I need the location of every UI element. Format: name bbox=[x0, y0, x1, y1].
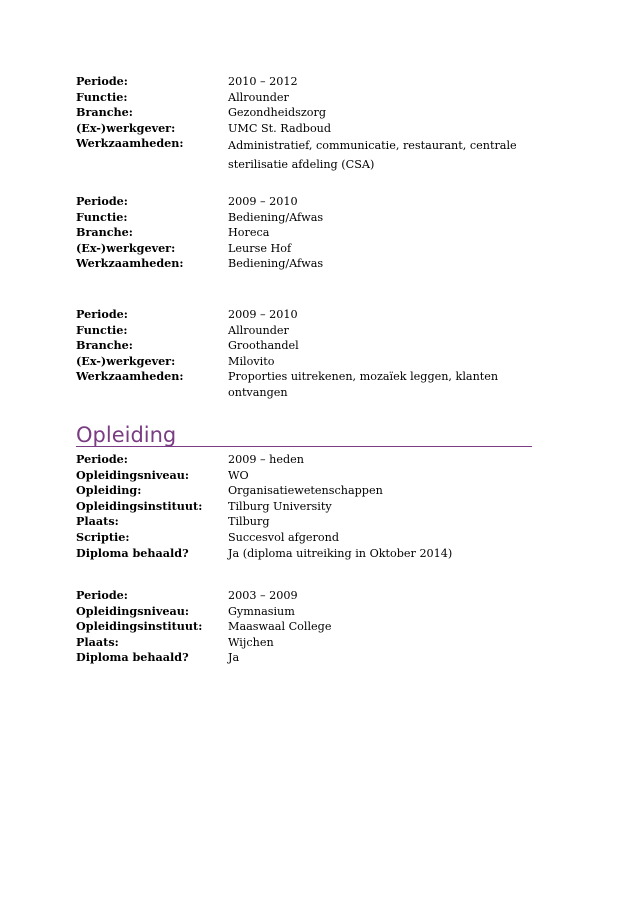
field-label: Functie: bbox=[76, 209, 128, 224]
field-value: Tilburg University bbox=[228, 499, 332, 513]
field-label: Branche: bbox=[76, 338, 133, 353]
field-value: Ja (diploma uitreiking in Oktober 2014) bbox=[228, 546, 453, 560]
education-row bbox=[76, 514, 556, 530]
education-row bbox=[76, 483, 556, 499]
work-row bbox=[76, 225, 556, 241]
field-label: Branche: bbox=[76, 105, 133, 120]
work-row bbox=[76, 256, 556, 272]
field-label: Opleiding: bbox=[76, 483, 142, 498]
education-entry bbox=[76, 588, 556, 666]
field-label: Periode: bbox=[76, 74, 128, 88]
field-value: Allrounder bbox=[228, 323, 289, 337]
field-value: Gezondheidszorg bbox=[228, 106, 326, 120]
work-entry bbox=[76, 307, 556, 401]
field-value: Organisatiewetenschappen bbox=[228, 484, 383, 498]
work-row bbox=[76, 338, 556, 354]
work-row bbox=[76, 210, 556, 226]
field-label: Opleidingsinstituut: bbox=[76, 619, 203, 634]
field-value: Administratief, communicatie, restaurant, centrale sterilisatie afdeling (CSA) bbox=[228, 139, 517, 172]
field-label: Functie: bbox=[76, 89, 128, 104]
work-row bbox=[76, 241, 556, 257]
section-title: Opleiding bbox=[76, 423, 177, 447]
field-value: 2009 – heden bbox=[228, 453, 304, 466]
field-value: Bediening/Afwas bbox=[228, 257, 324, 271]
field-label: Plaats: bbox=[76, 634, 119, 649]
field-label: Periode: bbox=[76, 307, 128, 321]
field-label: Opleidingsinstituut: bbox=[76, 498, 203, 513]
field-label: Diploma behaald? bbox=[76, 545, 189, 560]
field-value: UMC St. Radboud bbox=[228, 121, 332, 135]
education-row bbox=[76, 604, 556, 620]
field-value: Milovito bbox=[228, 354, 275, 368]
education-row bbox=[76, 452, 556, 468]
field-label: Functie: bbox=[76, 322, 128, 337]
field-value: Gymnasium bbox=[228, 604, 295, 618]
field-label: Werkzaamheden: bbox=[76, 136, 184, 151]
work-row bbox=[76, 136, 556, 174]
work-row bbox=[76, 105, 556, 121]
field-label: Periode: bbox=[76, 588, 128, 602]
education-row bbox=[76, 588, 556, 604]
field-value: Succesvol afgerond bbox=[228, 530, 339, 544]
field-value: Horeca bbox=[228, 226, 270, 240]
work-row bbox=[76, 354, 556, 370]
education-entry bbox=[76, 452, 556, 561]
education-row bbox=[76, 468, 556, 484]
education-row bbox=[76, 546, 556, 562]
field-label: Werkzaamheden: bbox=[76, 369, 184, 384]
work-row bbox=[76, 323, 556, 339]
field-value: WO bbox=[228, 468, 249, 482]
field-label: Opleidingsniveau: bbox=[76, 603, 190, 618]
field-label: (Ex-)werkgever: bbox=[76, 353, 176, 368]
field-label: Werkzaamheden: bbox=[76, 256, 184, 271]
field-label: (Ex-)werkgever: bbox=[76, 240, 176, 255]
field-label: Periode: bbox=[76, 452, 128, 466]
work-row bbox=[76, 307, 556, 323]
education-row bbox=[76, 530, 556, 546]
field-value: Maaswaal College bbox=[228, 620, 332, 634]
work-row bbox=[76, 194, 556, 210]
work-row bbox=[76, 90, 556, 106]
field-value: 2009 – 2010 bbox=[228, 195, 298, 208]
field-label: (Ex-)werkgever: bbox=[76, 120, 176, 135]
field-label: Plaats: bbox=[76, 514, 119, 529]
field-value: Proporties uitrekenen, mozaïek leggen, klanten ontvangen bbox=[228, 370, 499, 399]
field-label: Periode: bbox=[76, 194, 128, 208]
education-row bbox=[76, 635, 556, 651]
field-value: 2010 – 2012 bbox=[228, 75, 298, 88]
field-value: Leurse Hof bbox=[228, 241, 292, 255]
field-label: Scriptie: bbox=[76, 529, 130, 544]
field-label: Branche: bbox=[76, 225, 133, 240]
field-value: Wijchen bbox=[228, 635, 274, 649]
work-entry bbox=[76, 74, 556, 174]
work-row bbox=[76, 369, 556, 400]
education-row bbox=[76, 499, 556, 515]
work-entry bbox=[76, 194, 556, 272]
field-value: Tilburg bbox=[228, 515, 270, 529]
education-row bbox=[76, 650, 556, 666]
education-row bbox=[76, 619, 556, 635]
field-label: Diploma behaald? bbox=[76, 650, 189, 665]
field-value: 2003 – 2009 bbox=[228, 589, 298, 602]
field-value: Allrounder bbox=[228, 90, 289, 104]
field-value: 2009 – 2010 bbox=[228, 308, 298, 321]
section-heading-education bbox=[76, 420, 532, 447]
field-label: Opleidingsniveau: bbox=[76, 467, 190, 482]
field-value: Bediening/Afwas bbox=[228, 210, 324, 224]
field-value: Ja bbox=[228, 651, 240, 665]
work-row bbox=[76, 121, 556, 137]
field-value: Groothandel bbox=[228, 339, 299, 353]
work-row bbox=[76, 74, 556, 90]
